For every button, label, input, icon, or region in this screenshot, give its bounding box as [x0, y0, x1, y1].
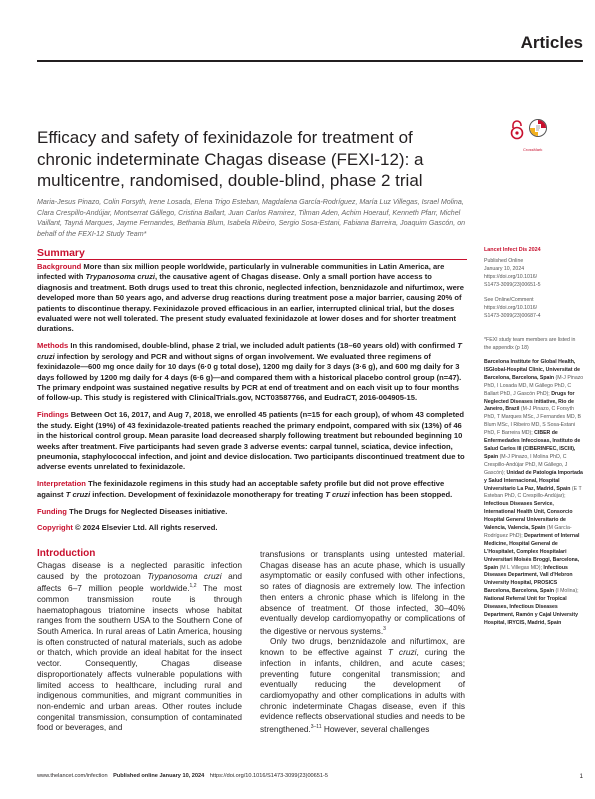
published-doi-1[interactable]: https://doi.org/10.1016/: [484, 273, 538, 280]
badges: [509, 118, 549, 156]
sidebar-team-note: *FEXI study team members are listed in the appendix (p 18): [484, 337, 576, 351]
interpretation-text-2: T cruzi: [65, 489, 91, 499]
intro-column-2: [260, 549, 465, 734]
page-number: 1: [579, 773, 583, 780]
crossmark-icon[interactable]: [528, 118, 548, 146]
background-label: Background: [37, 262, 82, 271]
affiliation-4: Unidad de Patología Importada y Salud Internacional, Hospital Universitario La Paz, Madrid, Spain (E T Esteban PhD, C Crespillo-Andújar);: [484, 469, 583, 500]
page-footer: [37, 773, 583, 780]
intro-c2-ref-2[interactable]: 3–11: [310, 724, 322, 731]
summary-background: [37, 262, 467, 335]
intro-c1-ref[interactable]: 1,2: [189, 583, 197, 590]
intro-c1-d: The most common transmission route is through haematophagous triatomine insects whose habitat ranges from the southern USA to the Southern Cone of South America. In rural areas of Latin America, housing is often constructed of natural materials, such as adobe or thatch, which provide an ideal habitat for the insect vector. Consequently, Chagas disease disproportionately affects vulnerable populations with limited access to healthcare, including rural and indigenous communities, and migrant communities in non-endemic and urban areas. Other routes include congenital transmission, consumption of contaminated food or beverages, and: [37, 583, 242, 733]
intro-column-1: [37, 560, 242, 733]
background-text-3: , the causative agent of Chagas disease. Only a small portion have access to diagnosis and treatment. Both drugs used to treat this chronic, neglected infection, benznidazole and nifurtimox, were developed more than 50 years ago, and adverse drug reactions during treatment pose a major barrier, causing 20% of patients to discontinue therapy. Fexinidazole proved efficacious in an earlier, interrupted clinical trial, but the doses evaluated were not well tolerated. The present study evaluated fexinidazole at lower doses and for shorter treatment durations.: [37, 272, 464, 334]
intro-paragraph-1: [37, 560, 242, 733]
intro-c2-ref-1[interactable]: 3: [383, 625, 386, 632]
summary-funding: [37, 507, 467, 517]
footer-doi[interactable]: https://doi.org/10.1016/S1473-3099(23)00651-5: [209, 773, 328, 779]
affiliation-8: National Referral Unit for Tropical Diseases, Infectious Diseases Department, Ramón y Cajal University Hospital, IRYCIS, Madrid, Spain: [484, 596, 578, 626]
intro-c2-p2a: Only two drugs, benznidazole and nifurtimox, are known to be effective against: [260, 636, 465, 658]
comment-doi-1[interactable]: https://doi.org/10.1016/: [484, 304, 538, 311]
interpretation-text-5: infection has been stopped.: [349, 489, 453, 499]
intro-c2-p1a: transfusions or transplants using untested material. Chagas disease has an acute phase, which is usually asymptomatic or easily confused with other infections, so rates of diagnosis are extremely low. The infection then enters a chronic phase which is lifelong in the absence of treatment. Of those infected, 30–40% eventually develop cardiomyopathy or complications of the digestive or nervous systems.: [260, 549, 465, 636]
footer-published: Published online January 10, 2024: [113, 773, 205, 779]
crossmark-label: CrossMark: [523, 147, 543, 152]
interpretation-label: Interpretation: [37, 479, 86, 489]
funding-label: Funding: [37, 506, 67, 516]
findings-label: Findings: [37, 410, 69, 420]
intro-c1-a: Chagas disease is a neglected parasitic infection caused by the protozoan: [37, 560, 242, 581]
summary-findings: [37, 410, 467, 472]
affiliation-5: Infectious Diseases Service, International Health Unit, Consorcio Hospital General Universitario de Valencia, Valencia, Spain (M García-Rodríguez PhD);: [484, 501, 573, 539]
affiliation-3: CIBER de Enfermedades Infecciosas, Instituto de Salud Carlos III (CIBERINFEC, ISCIII), Spain (M-J Pinazo, I Molina PhD, C Crespillo-Andújar PhD, M Gállego, J Gascón);: [484, 430, 581, 476]
affiliation-7: Infectious Diseases Department, Vall d'Hebron University Hospital, PROSICS Barcelona, Barcelona, Spain (I Molina);: [484, 564, 579, 595]
methods-text-1: In this randomised, double-blind, phase 2 trial, we included adult patients (18–60 years old) with confirmed: [68, 341, 458, 351]
summary-interpretation: [37, 479, 467, 500]
sidebar-affiliations: [484, 359, 584, 628]
published-date: January 10, 2024: [484, 265, 525, 272]
affiliation-2: Drugs for Neglected Diseases initiative, Rio de Janeiro, Brazil (M-J Pinazo, C Forsyth PhD, T Marques MSc, J Fernandes MD, B Blum MSc, I Ribeiro MD, S Sosa-Estani PhD, F Barreira MD);: [484, 390, 581, 437]
summary-copyright: [37, 523, 467, 533]
published-doi-2[interactable]: S1473-3099(23)00651-5: [484, 281, 541, 288]
sidebar-published: [484, 258, 584, 290]
summary-methods: [37, 341, 467, 403]
sidebar-comment: [484, 297, 584, 321]
methods-text-3: infection by serology and PCR and without signs of organ involvement. We evaluated three regimens of fexinidazole—600 mg once daily for 10 days (6·0 g total dose), 1200 mg daily for 3 days (3·6 g), and 600 mg daily for 3 days followed by 1200 mg daily for 4 days (6·6 g)—and compared them with a historical placebo control group (n=47). The primary endpoint was sustained negative results by PCR at end of treatment and on each visit up to four months of follow-up. This study is registered with ClinicalTrials.gov, NCT03587766, and EudraCT, 2016-004905-15.: [37, 351, 462, 403]
sidebar-journal: Lancet Infect Dis 2024: [484, 247, 541, 253]
comment-doi-2[interactable]: S1473-3099(23)00687-4: [484, 312, 541, 319]
interpretation-text-4: T cruzi: [325, 489, 350, 499]
background-text-1: More than six million people worldwide, particularly in vulnerable communities in Latin America, are infected with: [37, 262, 445, 282]
header-rule: [37, 60, 583, 62]
introduction-heading: Introduction: [37, 548, 96, 559]
methods-label: Methods: [37, 341, 69, 351]
summary-block: [37, 262, 467, 540]
copyright-text: © 2024 Elsevier Ltd. All rights reserved.: [72, 523, 218, 533]
intro-c2-p2d: However, several challenges: [321, 723, 430, 734]
comment-line: See Online/Comment: [484, 297, 534, 303]
published-line: Published Online: [484, 258, 524, 264]
intro-paragraph-3: [260, 636, 465, 734]
footer-left: [37, 773, 332, 780]
section-heading: Articles: [520, 33, 583, 52]
copyright-label: Copyright: [37, 523, 73, 533]
summary-rule: [37, 259, 467, 260]
author-list: Maria-Jesus Pinazo, Colin Forsyth, Irene Losada, Elena Trigo Esteban, Magdalena García-Rodríguez, María Luz Villegas, Israel Molina, Clara Crespillo-Andújar, Montserrat Gállego, Cristina Ballart, Juan Carlos Ramirez, Tilman Aden, Achim Hoerauf, Kenneth Pfarr, Michel Vaillant, Tayná Marques, Jayme Fernandes, Bethania Blum, Isabela Ribeiro, Sergio Sosa-Estani, Fabiana Barreira, Joaquim Gascón, on behalf of the FEXI-12 Study Team*: [37, 198, 466, 238]
funding-text: The Drugs for Neglected Diseases initiative.: [66, 506, 228, 516]
methods-text-2: T cruzi: [37, 341, 462, 361]
summary-heading: Summary: [37, 247, 85, 259]
article-title: Efficacy and safety of fexinidazole for treatment of chronic indeterminate Chagas disease (FEXI-12): a multicentre, randomised, double-blind, phase 2 trial: [37, 128, 424, 190]
interpretation-text-3: infection. Development of fexinidazole monotherapy for treating: [90, 489, 326, 499]
intro-c1-b: Trypanosoma cruzi: [147, 570, 222, 581]
intro-c2-p2c: , curing the infection in infants, children, and acute cases; preventing future congenital transmission; and eventually reducing the development of cardiomyopathy and other complications in adults with chronic indeterminate Chagas disease, even if this evidence reflects observational studies and needs to be strengthened.: [260, 647, 465, 734]
intro-c1-c: and affects 6–7 million people worldwide.: [37, 570, 242, 594]
affiliation-1: Barcelona Institute for Global Health, ISGlobal-Hospital Clinic, Universitat de Barcelona, Barcelona, Spain (M-J Pinazo PhD, I Losada MD, M Gállego PhD, C Ballart PhD, J Gascón PhD);: [484, 359, 584, 397]
findings-text-1: Between Oct 16, 2017, and Aug 7, 2018, we enrolled 45 patients (n=15 for each group), of whom 43 completed the study. Eight (19%) of 43 fexinidazole-treated patients reached the primary endpoint, compared with six (13%) of 46 in the historical control group. Mean parasite load decreased sharply following treatment but rebounded beginning 10 weeks after treatment. Five participants had seven grade 3 adverse events: carpal tunnel, sciatica, device infection, pneumonia, staphylococcal infection, and joint and device dislocation. Two participants discontinued treatment due to adverse events unrelated to fexinidazole.: [37, 410, 465, 472]
open-access-icon[interactable]: [509, 120, 525, 140]
affiliation-6: Department of Internal Medicine, Hospital General de L'Hospitalet, Complex Hospitalari Universitari Moisès Broggi, Barcelona, Spain (M L Villegas MD);: [484, 532, 580, 571]
intro-c2-p2b: T cruzi: [387, 647, 417, 658]
intro-paragraph-2: [260, 549, 465, 636]
interpretation-text-1: The fexinidazole regimens in this study had an acceptable safety profile but did not prove effective against: [37, 479, 445, 499]
background-text-2: Trypanosoma cruzi: [85, 272, 156, 282]
footer-url[interactable]: www.thelancet.com/infection: [37, 773, 108, 779]
